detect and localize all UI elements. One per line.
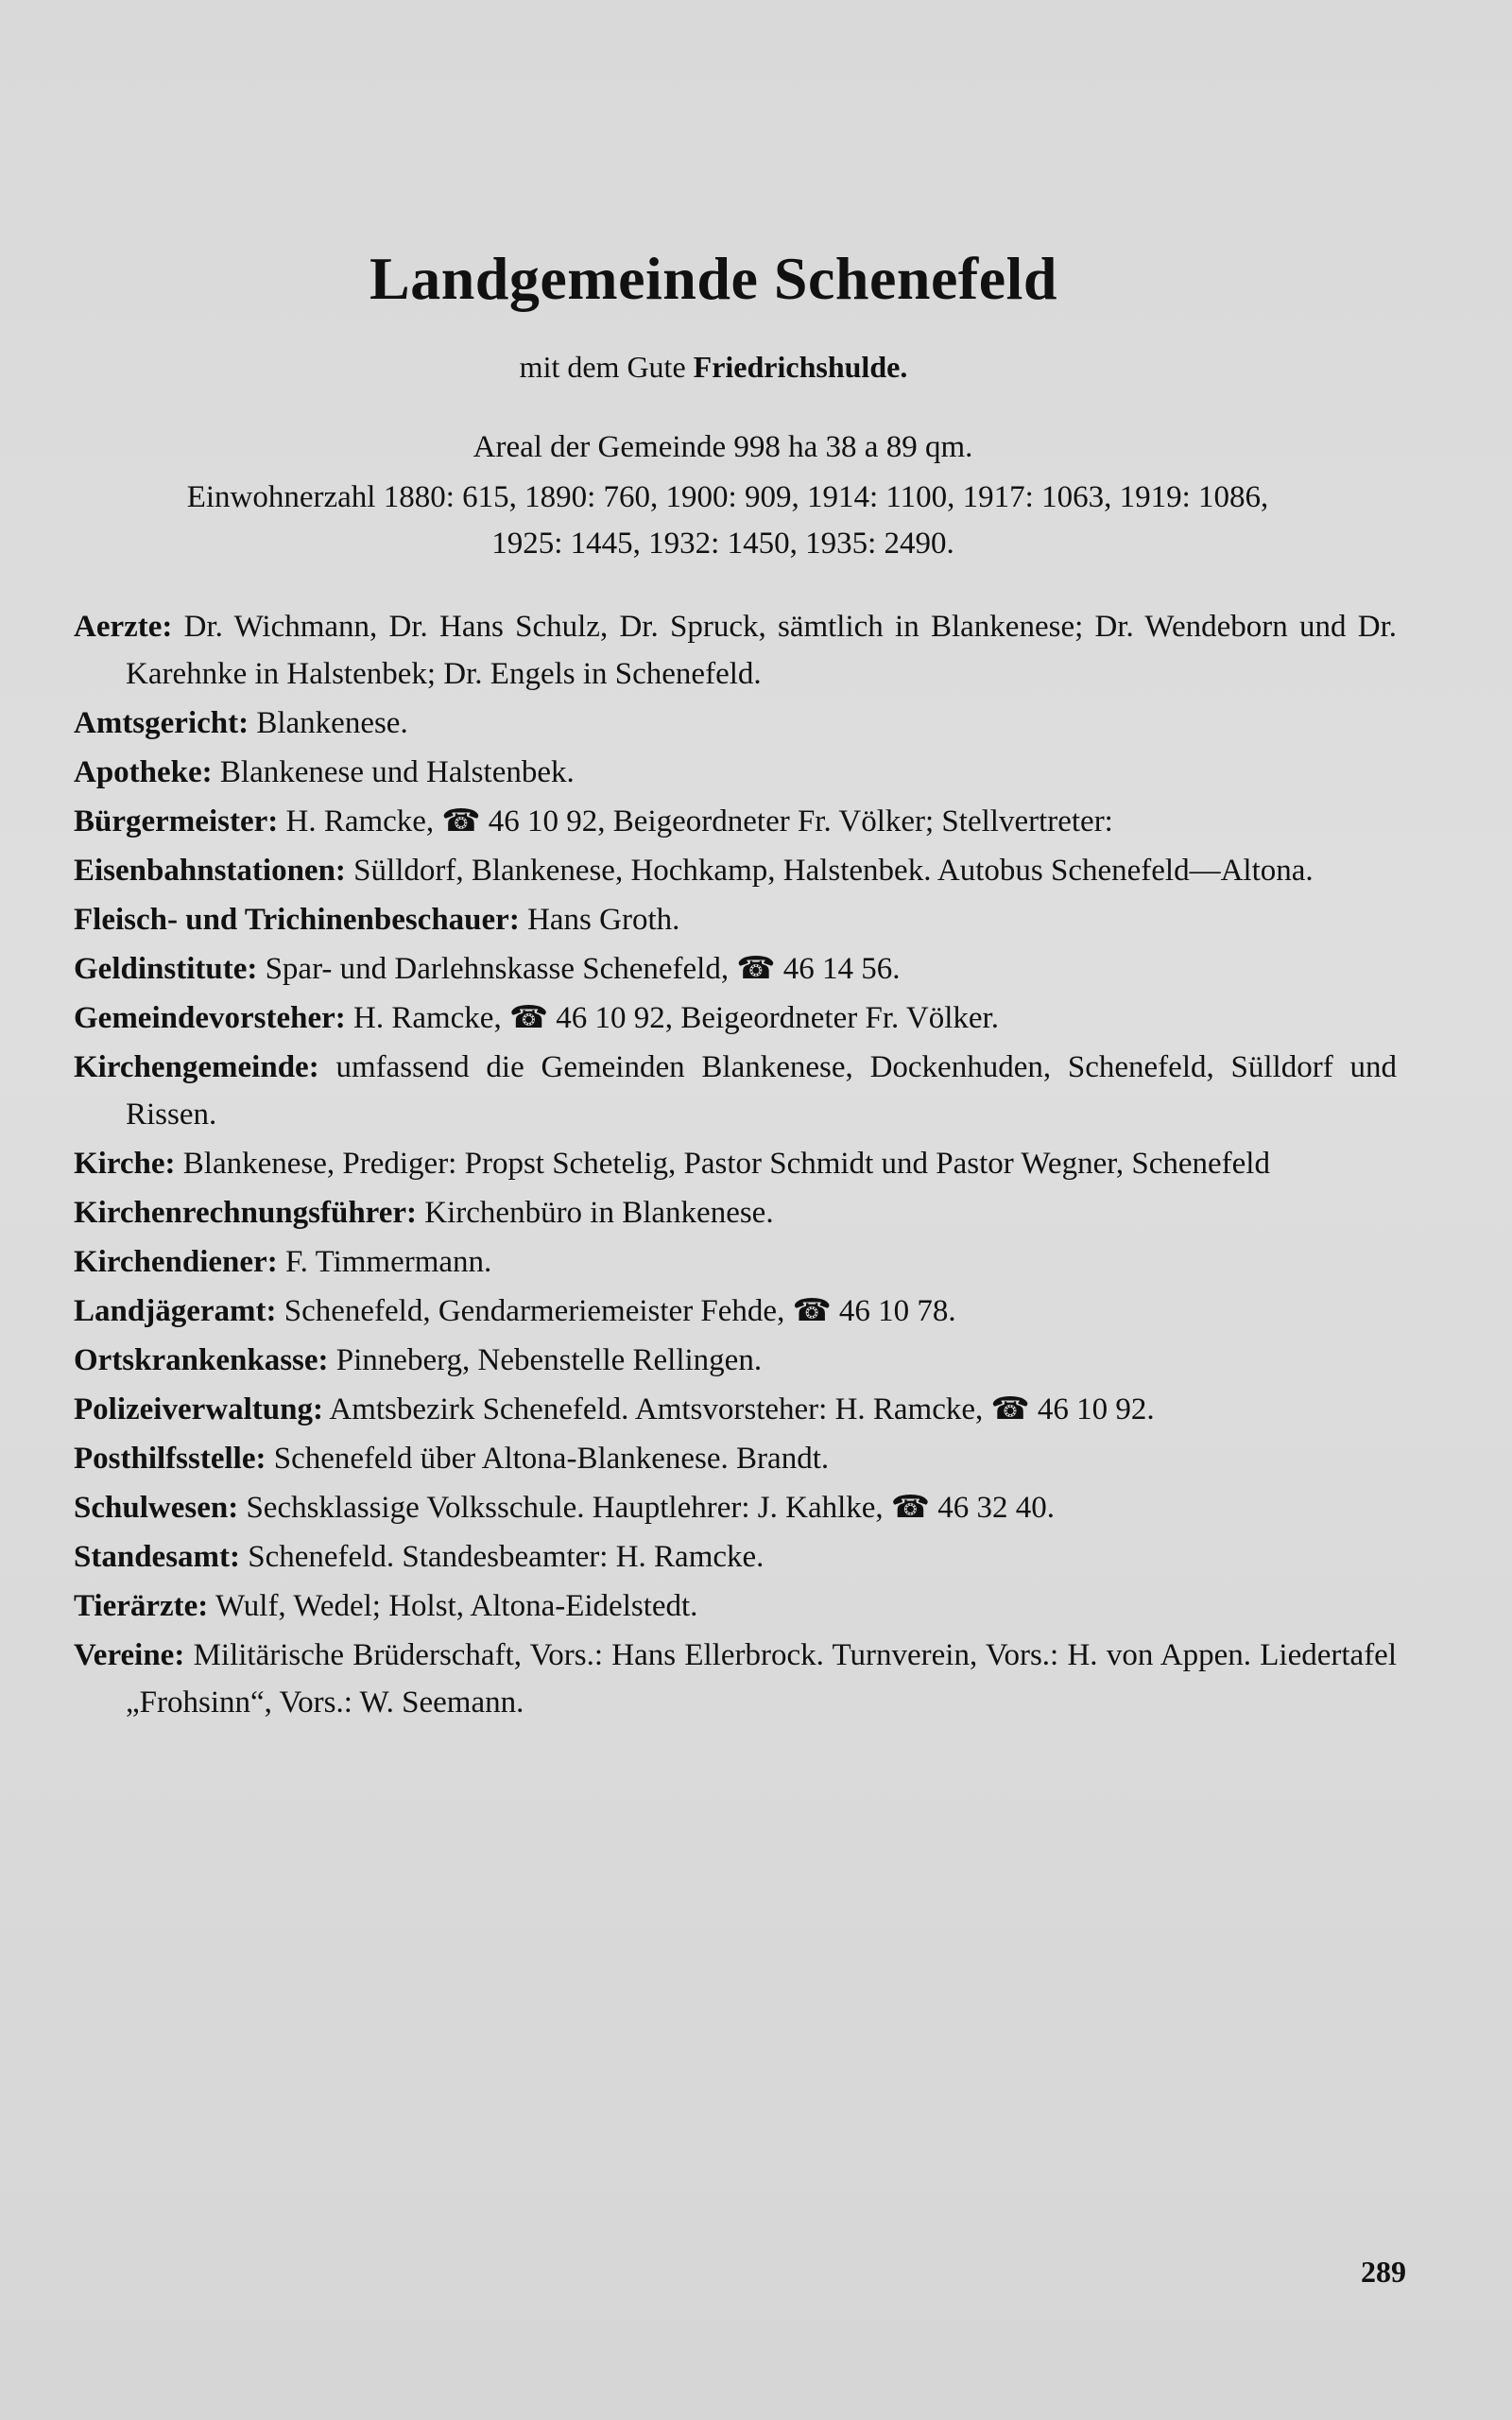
entry-text: F. Timmermann.	[277, 1245, 492, 1279]
entry-label: Eisenbahnstationen:	[74, 854, 346, 888]
area-line: Areal der Gemeinde 998 ha 38 a 89 qm.	[472, 430, 973, 464]
page-subtitle	[0, 350, 1427, 385]
entry-vereine	[74, 1632, 1397, 1726]
entry-apotheke	[74, 749, 1397, 796]
entry-fleischbeschauer	[74, 896, 1397, 943]
entry-amtsgericht	[74, 700, 1397, 747]
entry-schulwesen	[74, 1484, 1397, 1531]
entry-label: Gemeindevorsteher:	[74, 1001, 346, 1035]
entry-geldinstitute	[74, 945, 1397, 993]
entry-text: Militärische Brüderschaft, Vors.: Hans Ellerbrock. Turnverein, Vors.: H. von Appen. Liedertafel „Frohsinn“, Vors.: W. Seemann.	[126, 1638, 1397, 1720]
entry-kirchendiener	[74, 1238, 1397, 1286]
entry-label: Landjägeramt:	[74, 1294, 277, 1328]
entry-label: Vereine:	[74, 1638, 185, 1672]
entry-text: Sechsklassige Volksschule. Hauptlehrer: J. Kahlke, ☎ 46 32 40.	[238, 1491, 1056, 1525]
entry-text: Amtsbezirk Schenefeld. Amtsvorsteher: H. Ramcke, ☎ 46 10 92.	[322, 1392, 1155, 1426]
page-title: Landgemeinde Schenefeld	[369, 245, 1057, 312]
entry-label: Kirche:	[74, 1147, 176, 1181]
entry-label: Kirchendiener:	[74, 1245, 278, 1279]
entry-text: Pinneberg, Nebenstelle Rellingen.	[328, 1343, 763, 1377]
subtitle-estate: Friedrichshulde.	[693, 350, 908, 384]
directory-entries	[74, 603, 1397, 1728]
entry-label: Kirchengemeinde:	[74, 1050, 319, 1084]
page-number: 289	[1361, 2255, 1406, 2289]
entry-standesamt	[74, 1533, 1397, 1581]
entry-text: Dr. Wichmann, Dr. Hans Schulz, Dr. Spruck, sämtlich in Blankenese; Dr. Wendeborn und Dr. Karehnke in Halstenbek; Dr. Engels in Schenefeld.	[126, 610, 1397, 691]
entry-label: Fleisch- und Trichinenbeschauer:	[74, 903, 520, 937]
entry-text: umfassend die Gemeinden Blankenese, Dockenhuden, Schenefeld, Sülldorf und Rissen.	[126, 1050, 1397, 1132]
entry-kirchengemeinde	[74, 1044, 1397, 1138]
entry-kirche	[74, 1140, 1397, 1187]
entry-kirchenrechnungsfuehrer	[74, 1189, 1397, 1236]
entry-text: Hans Groth.	[519, 903, 680, 937]
entry-text: Sülldorf, Blankenese, Hochkamp, Halstenbek. Autobus Schenefeld—Altona.	[345, 854, 1314, 888]
entry-label: Tierärzte:	[74, 1589, 209, 1623]
entry-aerzte	[74, 603, 1397, 698]
entry-label: Bürgermeister:	[74, 804, 279, 838]
entry-text: H. Ramcke, ☎ 46 10 92, Beigeordneter Fr. Völker.	[345, 1001, 999, 1035]
entry-label: Apotheke:	[74, 755, 213, 789]
entry-label: Ortskrankenkasse:	[74, 1343, 329, 1377]
entry-text: Wulf, Wedel; Holst, Altona-Eidelstedt.	[208, 1589, 698, 1623]
entry-gemeindevorsteher	[74, 994, 1397, 1042]
entry-label: Posthilfsstelle:	[74, 1442, 266, 1476]
subtitle-prefix: mit dem Gute	[519, 350, 694, 384]
entry-text: Schenefeld, Gendarmeriemeister Fehde, ☎ 46 10 78.	[276, 1294, 956, 1328]
population-line-1: Einwohnerzahl 1880: 615, 1890: 760, 1900: 909, 1914: 1100, 1917: 1063, 1919: 1086,	[186, 480, 1269, 514]
entry-label: Standesamt:	[74, 1540, 241, 1574]
entry-label: Aerzte:	[74, 610, 173, 644]
population-line-2: 1925: 1445, 1932: 1450, 1935: 2490.	[491, 527, 954, 561]
entry-label: Schulwesen:	[74, 1491, 239, 1525]
entry-polizeiverwaltung	[74, 1386, 1397, 1433]
entry-landjaegeramt	[74, 1288, 1397, 1335]
entry-text: Blankenese und Halstenbek.	[212, 755, 575, 789]
entry-label: Polizeiverwaltung:	[74, 1392, 323, 1426]
entry-text: Kirchenbüro in Blankenese.	[417, 1196, 774, 1230]
entry-text: H. Ramcke, ☎ 46 10 92, Beigeordneter Fr. Völker; Stellvertreter:	[278, 804, 1113, 838]
entry-tieraerzte	[74, 1582, 1397, 1630]
entry-buergermeister	[74, 798, 1397, 845]
entry-ortskrankenkasse	[74, 1337, 1397, 1384]
entry-text: Schenefeld über Altona-Blankenese. Brandt.	[266, 1442, 830, 1476]
entry-label: Kirchenrechnungsführer:	[74, 1196, 418, 1230]
entry-text: Blankenese, Prediger: Propst Schetelig, Pastor Schmidt und Pastor Wegner, Schenefeld	[175, 1147, 1270, 1181]
entry-text: Blankenese.	[249, 706, 408, 740]
entry-text: Schenefeld. Standesbeamter: H. Ramcke.	[240, 1540, 765, 1574]
entry-posthilfsstelle	[74, 1435, 1397, 1482]
entry-label: Amtsgericht:	[74, 706, 249, 740]
entry-text: Spar- und Darlehnskasse Schenefeld, ☎ 46 14 56.	[257, 952, 901, 986]
entry-eisenbahnstationen	[74, 847, 1397, 894]
entry-label: Geldinstitute:	[74, 952, 258, 986]
